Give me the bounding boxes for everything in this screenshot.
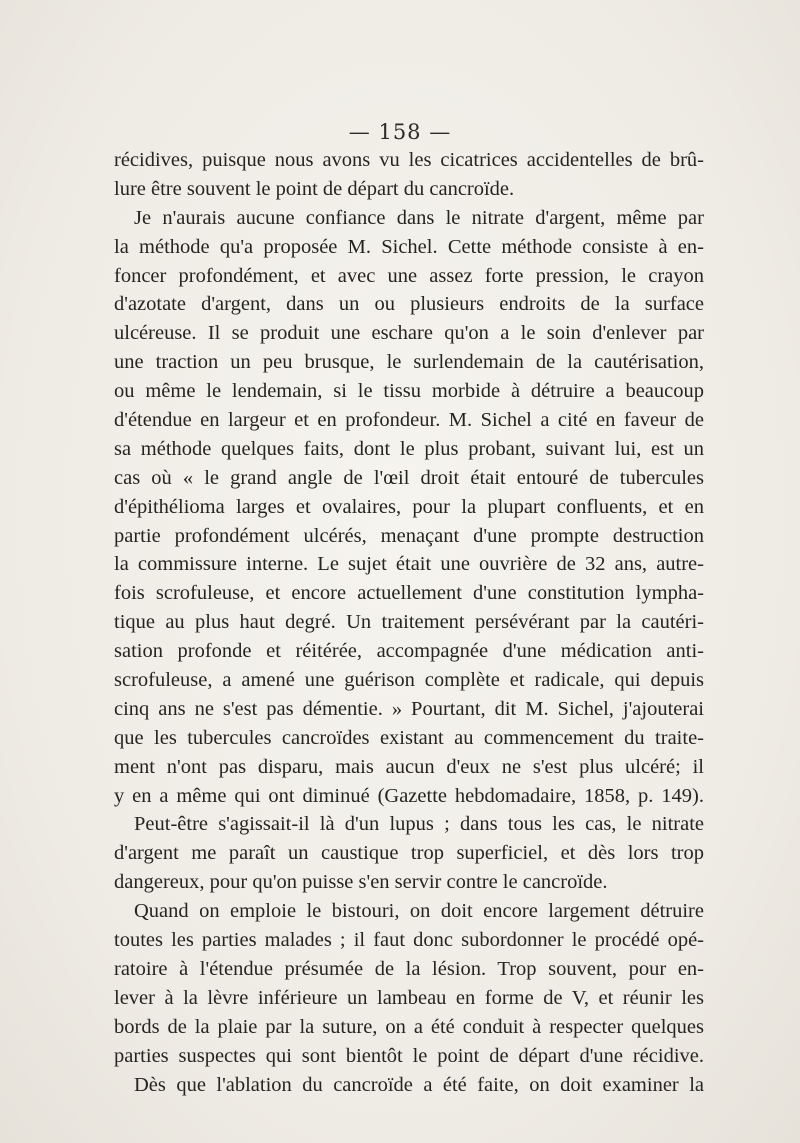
text-line: cas où « le grand angle de l'œil droit était entouré de tubercules [114,466,704,489]
text-line: Peut-être s'agissait-il là d'un lupus ; dans tous les cas, le nitrate [134,813,704,836]
text-line: d'argent me paraît un caustique trop superficiel, et dès lors trop [114,842,704,865]
text-line: y en a même qui ont diminué (Gazette hebdomadaire, 1858, p. 149). [114,784,704,807]
text-line: lever à la lèvre inférieure un lambeau en forme de V, et réunir les [114,986,704,1009]
text-line: une traction un peu brusque, le surlendemain de la cautérisation, [114,351,704,374]
text-line: parties suspectes qui sont bientôt le point de départ d'une récidive. [114,1044,704,1067]
text-line: sa méthode quelques faits, dont le plus probant, suivant lui, est un [114,437,704,460]
text-line: d'épithélioma larges et ovalaires, pour la plupart confluents, et en [114,495,704,518]
page-number: — 158 — [348,120,452,144]
text-line: d'étendue en largeur et en profondeur. M. Sichel a cité en faveur de [114,409,704,432]
text-line: foncer profondément, et avec une assez forte pression, le crayon [114,264,704,287]
text-line: d'azotate d'argent, dans un ou plusieurs endroits de la surface [114,293,704,316]
text-line: récidives, puisque nous avons vu les cicatrices accidentelles de brû- [114,149,704,171]
text-line: scrofuleuse, a amené une guérison complète et radicale, qui depuis [114,669,704,692]
text-line: Quand on emploie le bistouri, on doit encore largement détruire [134,900,704,923]
text-line: cinq ans ne s'est pas démentie. » Pourtant, dit M. Sichel, j'ajouterai [114,697,704,720]
text-line: fois scrofuleuse, et encore actuellement d'une constitution lympha- [114,582,704,605]
text-line: la commissure interne. Le sujet était une ouvrière de 32 ans, autre- [114,553,704,576]
page-body-text [114,146,704,1099]
text-line: sation profonde et réitérée, accompagnée d'une médication anti- [114,640,704,663]
text-line: lure être souvent le point de départ du cancroïde. [114,177,515,200]
text-line: dangereux, pour qu'on puisse s'en servir contre le cancroïde. [114,871,608,894]
text-line: bords de la plaie par la suture, on a été conduit à respecter quelques [114,1015,704,1038]
text-line: toutes les parties malades ; il faut donc subordonner le procédé opé- [114,929,704,952]
text-line: Dès que l'ablation du cancroïde a été faite, on doit examiner la [134,1073,704,1096]
text-line: que les tubercules cancroïdes existant au commencement du traite- [114,726,704,749]
text-line: ment n'ont pas disparu, mais aucun d'eux ne s'est plus ulcéré; il [114,755,704,778]
text-line: ou même le lendemain, si le tissu morbide à détruire a beaucoup [114,380,704,403]
text-line: partie profondément ulcérés, menaçant d'une prompte destruction [114,524,704,547]
text-line: ulcéreuse. Il se produit une eschare qu'on a le soin d'enlever par [114,322,704,345]
text-line: ratoire à l'étendue présumée de la lésion. Trop souvent, pour en- [114,957,704,980]
text-line: tique au plus haut degré. Un traitement persévérant par la cautéri- [114,611,704,634]
text-line: Je n'aurais aucune confiance dans le nitrate d'argent, même par [134,206,704,229]
text-line: la méthode qu'a proposée M. Sichel. Cette méthode consiste à en- [114,235,704,258]
